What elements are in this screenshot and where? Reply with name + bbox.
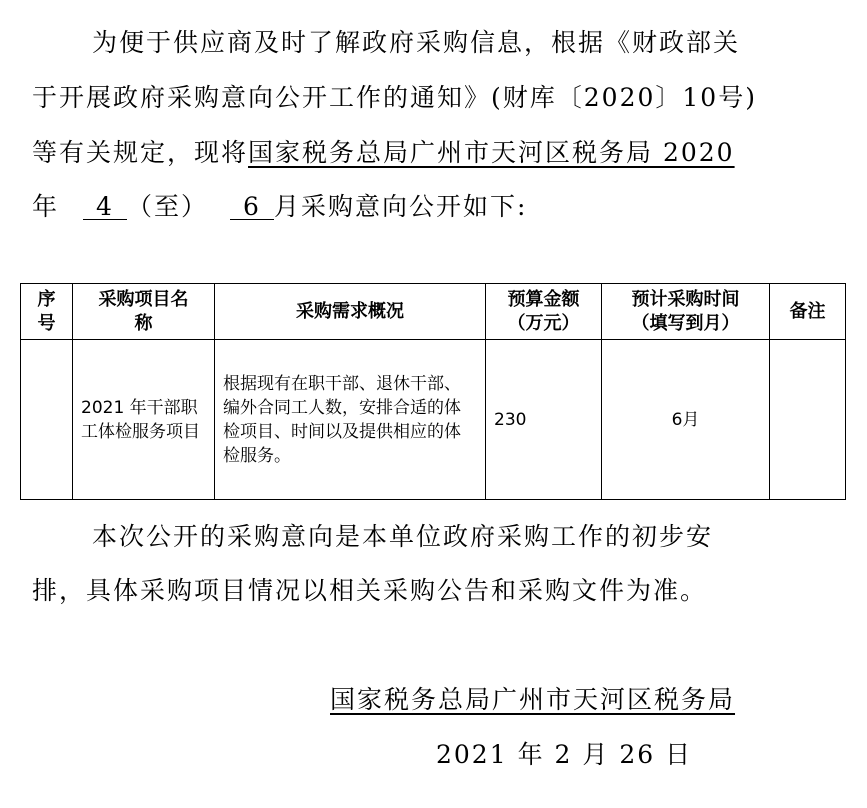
- intro-line-3-prefix: 等有关规定，现将: [32, 138, 249, 167]
- header-note: 备注: [770, 284, 846, 340]
- header-time: 预计采购时间（填写到月）: [602, 284, 770, 340]
- signature-agency: 国家税务总局广州市天河区税务局: [330, 685, 736, 714]
- intro-line-4: [32, 192, 527, 222]
- cell-budget: 230: [486, 340, 602, 500]
- intro-line-1: 为便于供应商及时了解政府采购信息，根据《财政部关: [92, 28, 741, 57]
- header-seq: 序号: [21, 284, 73, 340]
- header-summary: 采购需求概况: [215, 284, 486, 340]
- month-from-blank: 4: [83, 195, 127, 220]
- header-name: 采购项目名称: [73, 284, 215, 340]
- month-to-blank: 6: [230, 195, 274, 220]
- cell-name: 2021 年干部职工体检服务项目: [73, 340, 215, 500]
- intro-line-2: 于开展政府采购意向公开工作的通知》(财库〔2020〕10号): [32, 83, 757, 112]
- table-header-row: [21, 284, 846, 340]
- procurement-table: [20, 283, 846, 500]
- intro-line-3: [32, 138, 735, 168]
- cell-summary: 根据现有在职干部、退休干部、编外合同工人数，安排合适的体检项目、时间以及提供相应的体检服务。: [215, 340, 486, 500]
- cell-note: [770, 340, 846, 500]
- cell-time: 6月: [602, 340, 770, 500]
- closing-line-2: 排，具体采购项目情况以相关采购公告和采购文件为准。: [32, 576, 708, 605]
- header-budget: 预算金额（万元）: [486, 284, 602, 340]
- closing-line-1: 本次公开的采购意向是本单位政府采购工作的初步安: [92, 522, 714, 551]
- connector-text: （至）: [126, 192, 208, 221]
- table-row: [21, 340, 846, 500]
- signature-date: 2021 年 2 月 26 日: [436, 740, 693, 769]
- cell-seq: [21, 340, 73, 500]
- year-char: 年: [32, 192, 60, 221]
- agency-year-underlined: 国家税务总局广州市天河区税务局 2020: [248, 138, 735, 167]
- intro-line-4-suffix: 月采购意向公开如下:: [273, 192, 528, 221]
